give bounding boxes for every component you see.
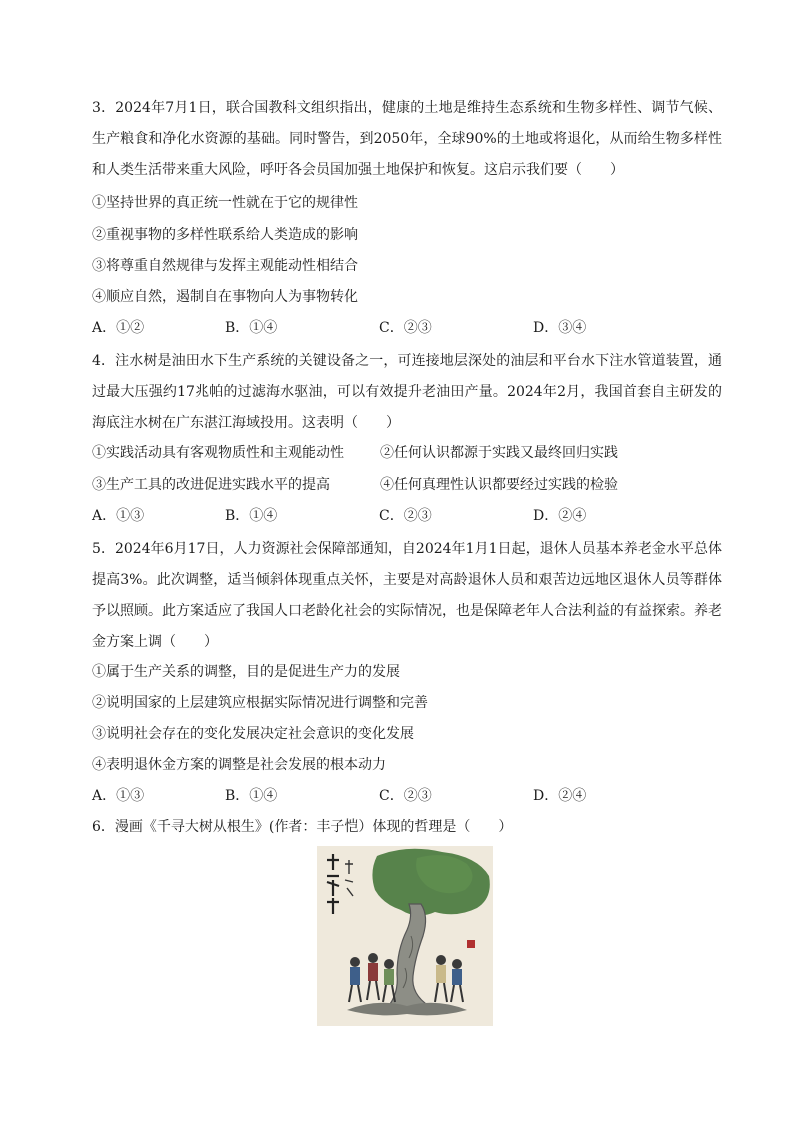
question-4: [92, 346, 722, 439]
question-3-option-2: ②重视事物的多样性联系给人类造成的影响: [92, 227, 358, 243]
question-3-option-4: ④顺应自然，遏制自在事物向人为事物转化: [92, 289, 358, 305]
question-3: [92, 93, 722, 186]
question-5-choice-c[interactable]: C．②③: [379, 788, 432, 804]
question-5-choice-b[interactable]: B．①④: [225, 788, 278, 804]
question-5-choice-d[interactable]: D．②④: [533, 788, 587, 804]
question-5-stem: 5．2024年6月17日，人力资源社会保障部通知，自2024年1月1日起，退休人员基本养老金水平总体提高3%。此次调整，适当倾斜体现重点关怀，主要是对高龄退休人员和艰苦边远地区退休人员等群体予以照顾。此方案适应了我国人口老龄化社会的实际情况，也是保障老年人合法利益的有益探索。养老金方案上调（ ）: [92, 541, 722, 650]
question-5-option-4: ④表明退休金方案的调整是社会发展的根本动力: [92, 757, 386, 773]
question-4-option-2: ②任何认识都源于实践又最终回归实践: [380, 445, 618, 461]
question-5-option-1: ①属于生产关系的调整，目的是促进生产力的发展: [92, 664, 400, 680]
question-4-choice-d[interactable]: D．②④: [533, 508, 587, 524]
cartoon-tree-illustration: [317, 846, 493, 1026]
question-5: [92, 534, 722, 658]
seal-stamp: [467, 940, 475, 948]
question-3-option-1: ①坚持世界的真正统一性就在于它的规律性: [92, 195, 358, 211]
question-3-choice-b[interactable]: B．①④: [225, 320, 278, 336]
question-5-option-2: ②说明国家的上层建筑应根据实际情况进行调整和完善: [92, 695, 428, 711]
question-5-choice-a[interactable]: A．①③: [92, 788, 145, 804]
question-3-stem: 3．2024年7月1日，联合国教科文组织指出，健康的土地是维持生态系统和生物多样性、调节气候、生产粮食和净化水资源的基础。同时警告，到2050年，全球90%的土地或将退化，从而给生物多样性和人类生活带来重大风险，呼吁各会员国加强土地保护和恢复。这启示我们要（ ）: [92, 100, 722, 178]
question-3-choice-c[interactable]: C．②③: [379, 320, 432, 336]
question-4-option-4: ④任何真理性认识都要经过实践的检验: [380, 477, 618, 493]
question-3-option-3: ③将尊重自然规律与发挥主观能动性相结合: [92, 258, 358, 274]
question-3-choice-a[interactable]: A．①②: [92, 320, 145, 336]
question-4-stem: 4．注水树是油田水下生产系统的关键设备之一，可连接地层深处的油层和平台水下注水管道装置，通过最大压强约17兆帕的过滤海水驱油，可以有效提升老油田产量。2024年2月，我国首套自主研发的海底注水树在广东湛江海域投用。这表明（ ）: [92, 353, 722, 431]
question-4-option-3: ③生产工具的改进促进实践水平的提高: [92, 477, 330, 493]
question-4-choice-b[interactable]: B．①④: [225, 508, 278, 524]
question-4-choice-c[interactable]: C．②③: [379, 508, 432, 524]
question-6: [92, 812, 722, 843]
cartoon-image: [317, 846, 493, 1026]
question-4-option-1: ①实践活动具有客观物质性和主观能动性: [92, 445, 344, 461]
question-6-stem: 6．漫画《千寻大树从根生》(作者：丰子恺）体现的哲理是（ ）: [92, 819, 513, 835]
question-5-option-3: ③说明社会存在的变化发展决定社会意识的变化发展: [92, 726, 414, 742]
question-3-choice-d[interactable]: D．③④: [533, 320, 587, 336]
question-4-choice-a[interactable]: A．①③: [92, 508, 145, 524]
